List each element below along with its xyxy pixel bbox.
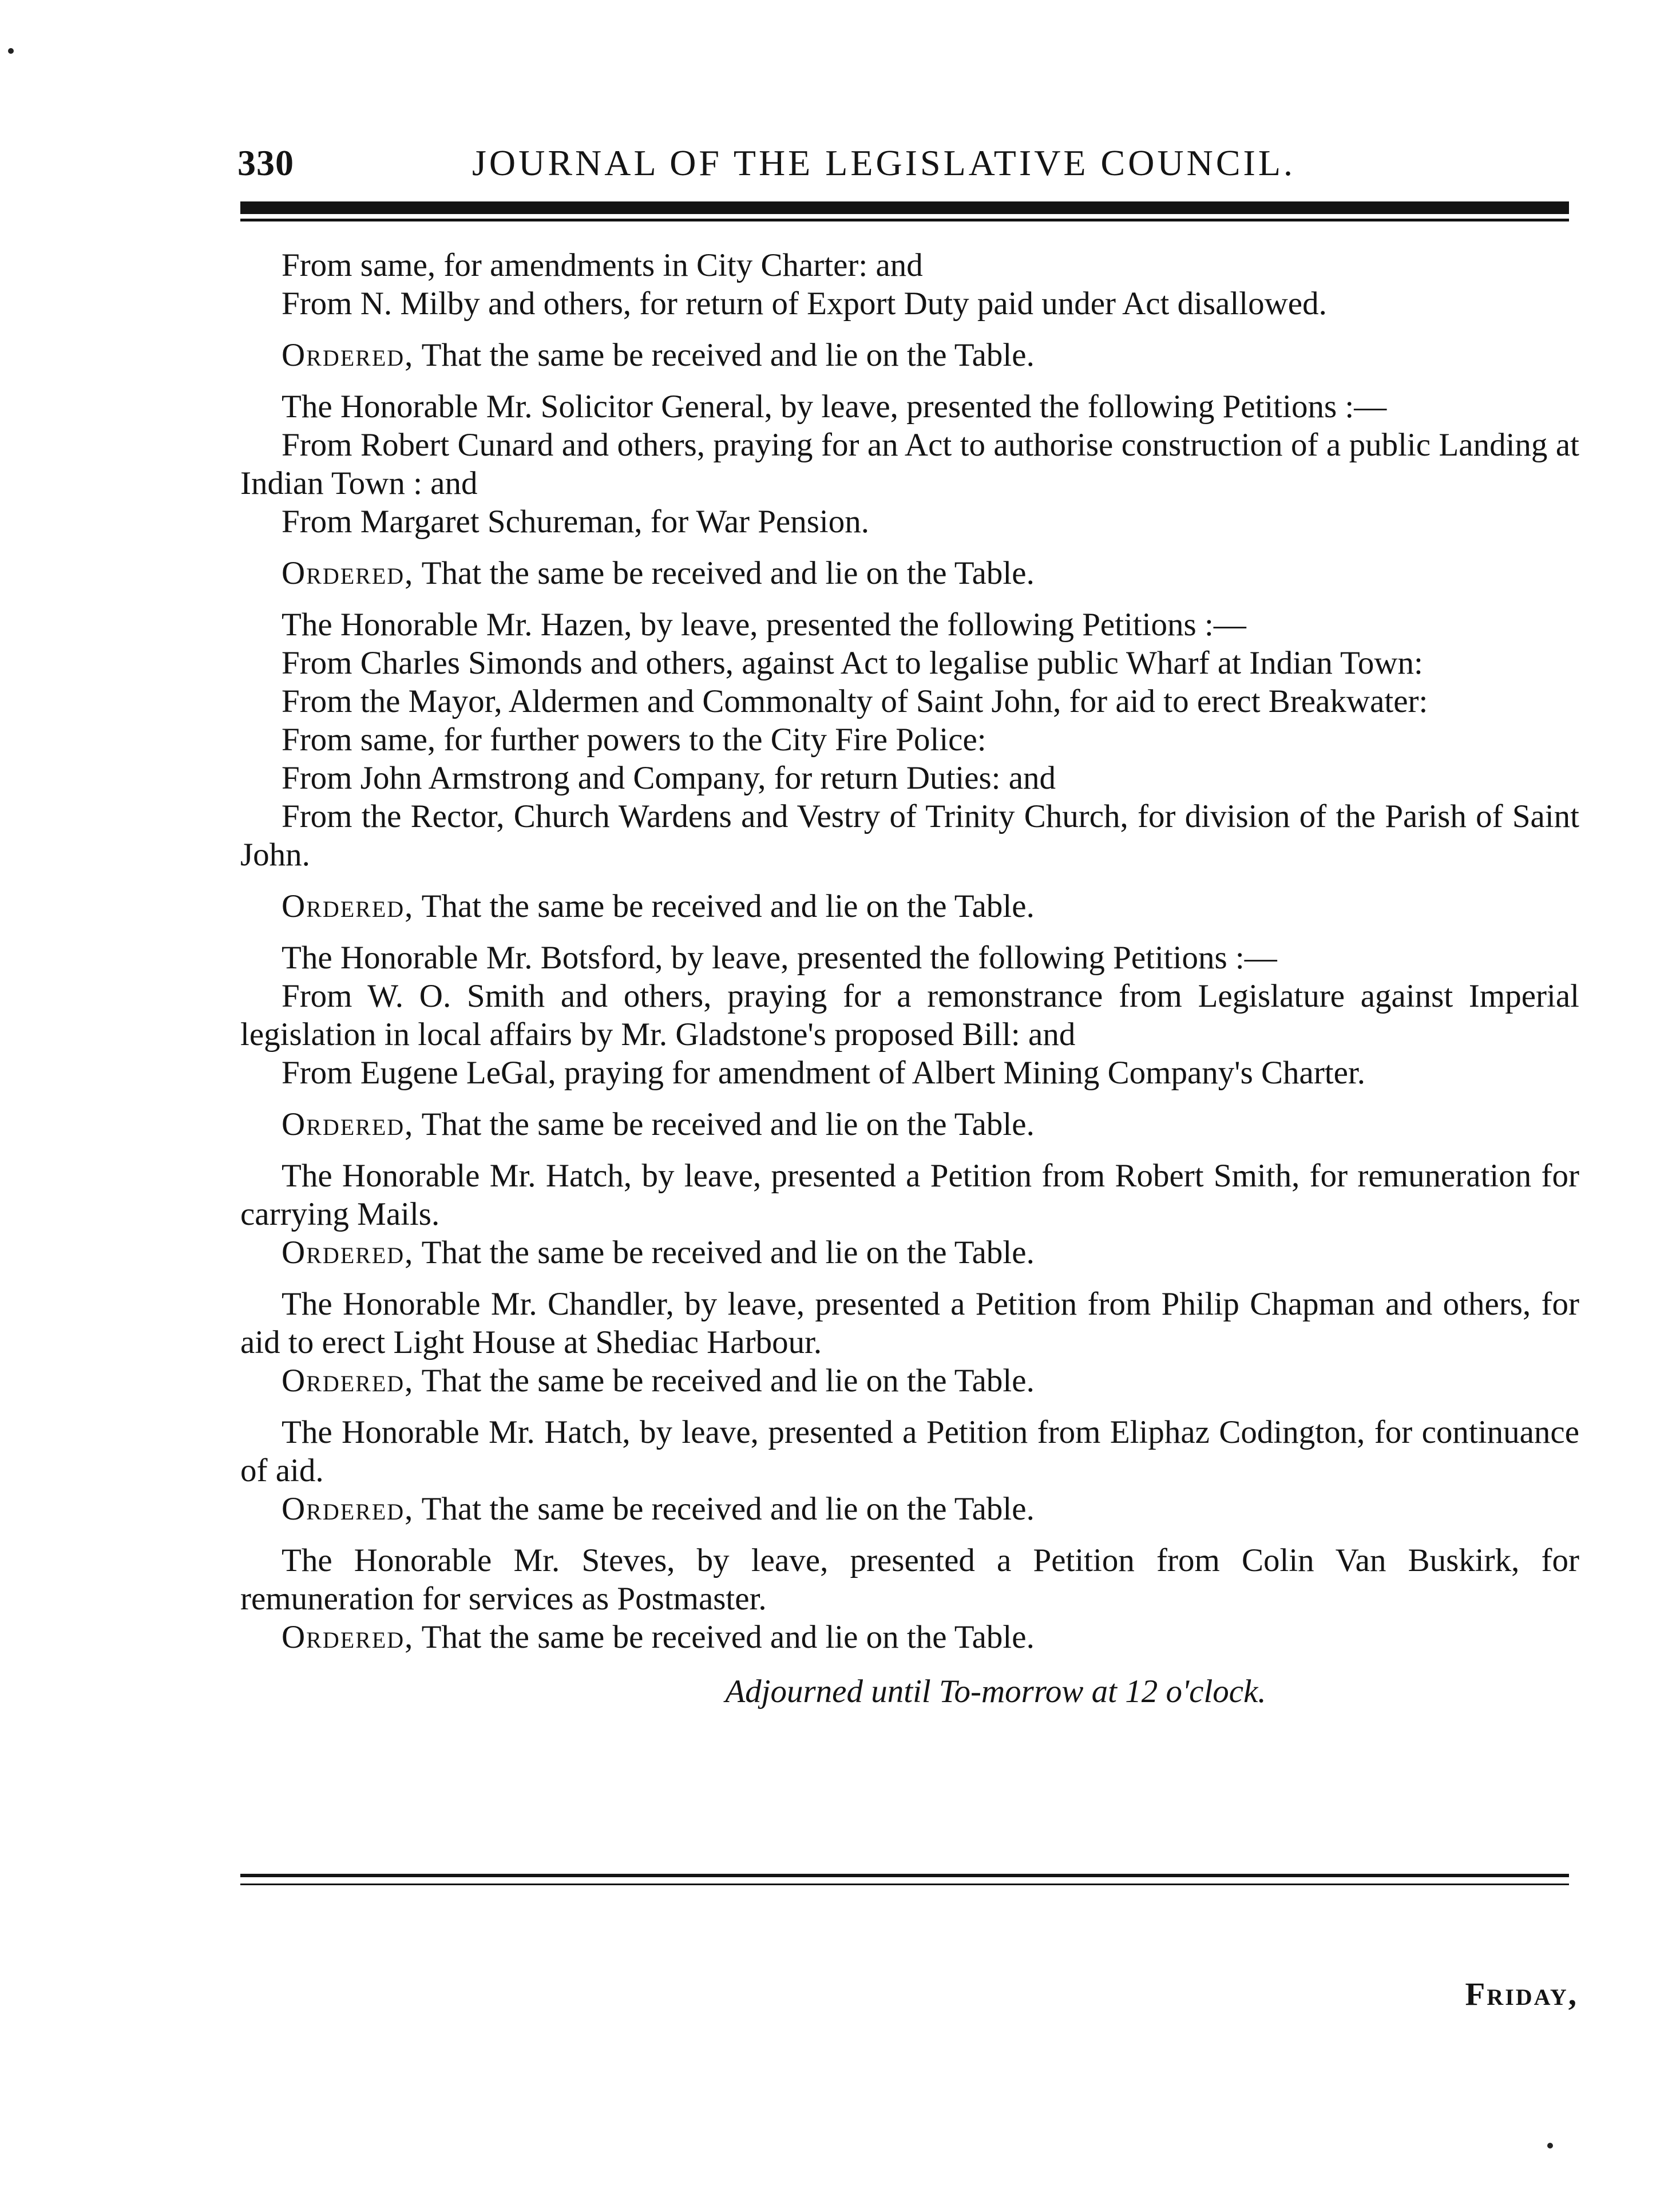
paragraph: From Charles Simonds and others, against Act to legalise public Wharf at Indian Town: <box>282 645 1423 681</box>
paragraph: From W. O. Smith and others, praying for a remonstrance from Legislature against Imperial legislation in local affairs by Mr. Gladstone's proposed Bill: and <box>240 978 1579 1052</box>
paragraph: From the Rector, Church Wardens and Vestry of Trinity Church, for division of the Parish of Saint John. <box>240 798 1579 873</box>
ordered-label: Ordered, <box>282 1363 414 1399</box>
ordered-paragraph: Ordered, That the same be received and lie on the Table. <box>282 555 1035 591</box>
adjournment-line: Adjourned until To-morrow at 12 o'clock. <box>725 1673 1266 1710</box>
ordered-paragraph: Ordered, That the same be received and lie on the Table. <box>282 888 1035 924</box>
header-rule-thin <box>240 219 1569 221</box>
footer-rule <box>240 1874 1569 1877</box>
paragraph: The Honorable Mr. Solicitor General, by leave, presented the following Petitions :— <box>282 389 1387 425</box>
ordered-label: Ordered, <box>282 1234 414 1271</box>
paragraph: From Eugene LeGal, praying for amendment of Albert Mining Company's Charter. <box>282 1055 1366 1091</box>
catchword: Friday, <box>1465 1976 1578 2012</box>
ordered-paragraph: Ordered, That the same be received and lie on the Table. <box>282 1619 1035 1655</box>
paragraph: The Honorable Mr. Chandler, by leave, presented a Petition from Philip Chapman and others, for aid to erect Light House at Shediac Harbour. <box>240 1286 1579 1360</box>
paragraph: The Honorable Mr. Steves, by leave, presented a Petition from Colin Van Buskirk, for remuneration for services as Postmaster. <box>240 1542 1579 1617</box>
paragraph: The Honorable Mr. Hazen, by leave, presented the following Petitions :— <box>282 607 1246 643</box>
paragraph: From Margaret Schureman, for War Pension. <box>282 504 870 540</box>
paragraph: From the Mayor, Aldermen and Commonalty of Saint John, for aid to erect Breakwater: <box>282 683 1428 719</box>
paragraph: From same, for amendments in City Charter: and <box>282 247 923 283</box>
journal-body <box>240 246 1579 1743</box>
speck-mark <box>8 48 14 54</box>
ordered-paragraph: Ordered, That the same be received and lie on the Table. <box>282 1491 1035 1527</box>
footer-rule-thin <box>240 1884 1569 1885</box>
paragraph: From N. Milby and others, for return of Export Duty paid under Act disallowed. <box>282 286 1327 322</box>
paragraph: The Honorable Mr. Botsford, by leave, presented the following Petitions :— <box>282 940 1277 976</box>
speck-mark <box>1547 2143 1553 2148</box>
ordered-paragraph: Ordered, That the same be received and lie on the Table. <box>282 1106 1035 1142</box>
paragraph: From Robert Cunard and others, praying for an Act to authorise construction of a public Landing at Indian Town : and <box>240 427 1579 501</box>
journal-title: JOURNAL OF THE LEGISLATIVE COUNCIL. <box>472 143 1295 183</box>
ordered-paragraph: Ordered, That the same be received and lie on the Table. <box>282 1363 1035 1399</box>
ordered-label: Ordered, <box>282 1491 414 1527</box>
paragraph: The Honorable Mr. Hatch, by leave, presented a Petition from Robert Smith, for remuneration for carrying Mails. <box>240 1158 1579 1232</box>
ordered-label: Ordered, <box>282 1106 414 1142</box>
ordered-paragraph: Ordered, That the same be received and lie on the Table. <box>282 337 1035 373</box>
ordered-label: Ordered, <box>282 888 414 924</box>
paragraph: From same, for further powers to the City Fire Police: <box>282 722 986 758</box>
ordered-label: Ordered, <box>282 1619 414 1655</box>
ordered-label: Ordered, <box>282 337 414 373</box>
running-head <box>237 142 1576 193</box>
page-number: 330 <box>237 143 294 183</box>
paragraph: The Honorable Mr. Hatch, by leave, presented a Petition from Eliphaz Codington, for continuance of aid. <box>240 1414 1579 1489</box>
ordered-paragraph: Ordered, That the same be received and lie on the Table. <box>282 1234 1035 1271</box>
paragraph: From John Armstrong and Company, for return Duties: and <box>282 760 1056 796</box>
ordered-label: Ordered, <box>282 555 414 591</box>
header-rule <box>240 201 1569 214</box>
